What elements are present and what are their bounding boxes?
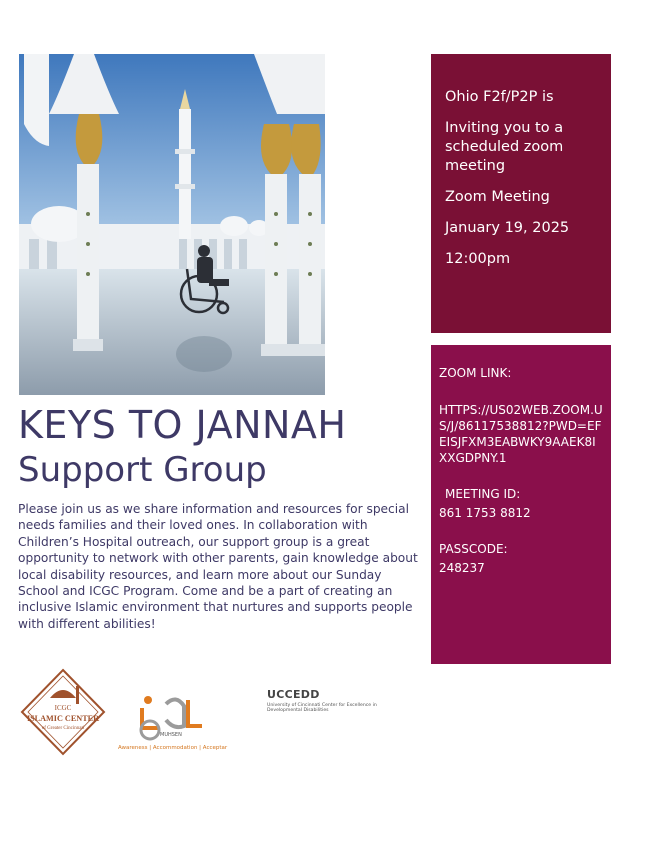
event-info-box xyxy=(431,54,611,333)
zoom-info-box xyxy=(431,345,611,664)
icgc-logo-mark xyxy=(20,668,106,756)
icgc-logo xyxy=(20,668,106,756)
meeting-date: January 19, 2025 xyxy=(445,220,570,236)
uccedd-title: UCCEDD xyxy=(267,688,320,701)
invite-text: Inviting you to a scheduled zoom meeting xyxy=(445,120,564,174)
zoom-link[interactable]: HTTPS://US02WEB.ZOOM.US/J/86117538812?PWD=EFEISJFXM3EABWKY9AAEK8IXXGDPNY.1 xyxy=(439,403,603,465)
page-subtitle: Support Group xyxy=(18,450,267,490)
mosque-wheelchair-illustration xyxy=(19,54,325,395)
muhsen-tagline: Awareness | Accommodation | Acceptar xyxy=(118,745,228,751)
mosque-photo xyxy=(19,54,325,395)
organizer-text: Ohio F2f/P2P is xyxy=(445,89,554,105)
meeting-id-label: MEETING ID: xyxy=(445,487,521,501)
icgc-subname: of Greater Cincinnati xyxy=(41,726,85,731)
meeting-id: 861 1753 8812 xyxy=(439,506,531,520)
uccedd-logo xyxy=(267,688,377,714)
icgc-name: ISLAMIC CENTER xyxy=(26,714,100,723)
muhsen-name: MUHSEN xyxy=(160,732,182,738)
uccedd-subtitle: University of Cincinnati Center for Excellence in Developmental Disabilities xyxy=(267,703,377,714)
passcode: 248237 xyxy=(439,561,485,575)
page-title: KEYS TO JANNAH xyxy=(18,403,347,447)
meeting-type: Zoom Meeting xyxy=(445,189,550,205)
icgc-abbr: ICGC xyxy=(54,704,72,712)
passcode-label: PASSCODE: xyxy=(439,542,508,556)
description-text: Please join us as we share information and resources for special needs families and their loved ones. In collaboration with Children’s Hospital outreach, our support group is a great opportunity to network with other parents, gain knowledge about local disability resources, and learn more about our Sunday School and ICGC Program. Come and be a part of creating an inclusive Islamic environment that nurtures and supports people with different abilities! xyxy=(18,502,418,631)
meeting-time: 12:00pm xyxy=(445,251,511,267)
muhsen-logo xyxy=(118,690,230,756)
zoom-link-label: ZOOM LINK: xyxy=(439,366,512,380)
